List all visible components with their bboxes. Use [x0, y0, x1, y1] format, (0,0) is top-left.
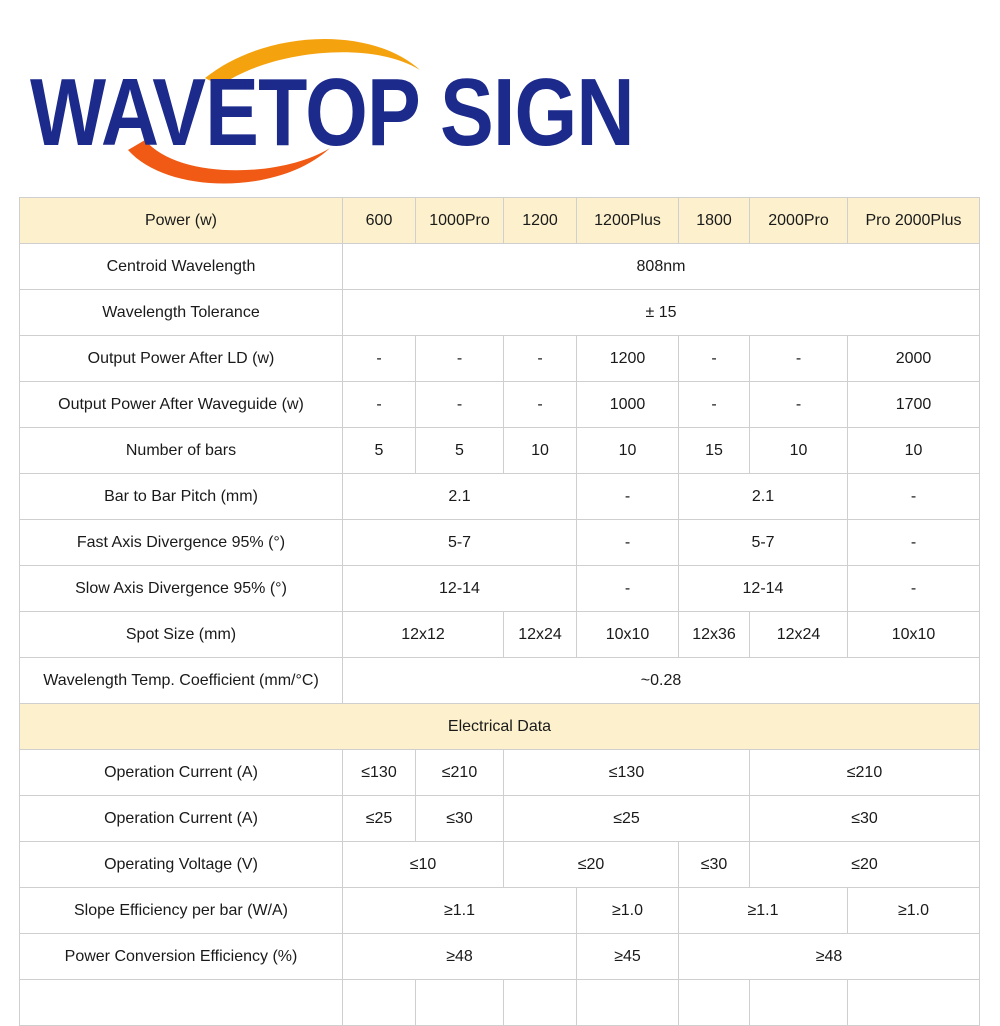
cell-value: ≥48 [343, 934, 577, 980]
row-label: Slow Axis Divergence 95% (°) [20, 566, 343, 612]
cell-value: 12x36 [679, 612, 750, 658]
table-row [20, 520, 980, 566]
table-row-partial [20, 980, 980, 1026]
model-2000pro: 2000Pro [750, 198, 848, 244]
cell-value: 12-14 [679, 566, 848, 612]
table-row [20, 474, 980, 520]
cell-value: - [504, 336, 577, 382]
row-label: Bar to Bar Pitch (mm) [20, 474, 343, 520]
cell-value: ≤130 [343, 750, 416, 796]
cell-value: ≤30 [679, 842, 750, 888]
cell-value [848, 980, 980, 1026]
row-label: Spot Size (mm) [20, 612, 343, 658]
table-row [20, 934, 980, 980]
table-row [20, 244, 980, 290]
cell-value: 12-14 [343, 566, 577, 612]
cell-value: 5-7 [679, 520, 848, 566]
cell-value: ≥1.1 [343, 888, 577, 934]
table-row [20, 566, 980, 612]
row-label: Wavelength Temp. Coefficient (mm/°C) [20, 658, 343, 704]
row-label: Number of bars [20, 428, 343, 474]
cell-value: 1200 [577, 336, 679, 382]
cell-value: ≤130 [504, 750, 750, 796]
cell-value: 1700 [848, 382, 980, 428]
cell-value: 10 [848, 428, 980, 474]
cell-value: - [577, 520, 679, 566]
cell-value: ≤20 [504, 842, 679, 888]
cell-value: 10x10 [577, 612, 679, 658]
row-label: Centroid Wavelength [20, 244, 343, 290]
cell-value: - [577, 566, 679, 612]
cell-value: 5 [343, 428, 416, 474]
cell-value: ≥1.1 [679, 888, 848, 934]
table-row [20, 382, 980, 428]
row-label: Operation Current (A) [20, 750, 343, 796]
cell-value: - [848, 566, 980, 612]
cell-value: ≤30 [750, 796, 980, 842]
table-row [20, 290, 980, 336]
model-1800: 1800 [679, 198, 750, 244]
row-label: Wavelength Tolerance [20, 290, 343, 336]
section-title: Electrical Data [20, 704, 980, 750]
row-label: Operation Current (A) [20, 796, 343, 842]
model-1200: 1200 [504, 198, 577, 244]
cell-value: - [577, 474, 679, 520]
cell-value: ≥1.0 [577, 888, 679, 934]
cell-value: ≤210 [750, 750, 980, 796]
cell-value: 2.1 [343, 474, 577, 520]
cell-value [504, 980, 577, 1026]
cell-value: 10 [750, 428, 848, 474]
cell-value: ≥48 [679, 934, 980, 980]
cell-value: 1000 [577, 382, 679, 428]
cell-value: 12x24 [504, 612, 577, 658]
cell-value: 808nm [343, 244, 980, 290]
cell-value: ≤20 [750, 842, 980, 888]
row-label: Output Power After LD (w) [20, 336, 343, 382]
cell-value: 2.1 [679, 474, 848, 520]
logo [0, 0, 1000, 196]
table-row [20, 658, 980, 704]
cell-value: 2000 [848, 336, 980, 382]
cell-value: 10 [577, 428, 679, 474]
row-label: Power Conversion Efficiency (%) [20, 934, 343, 980]
cell-value: - [750, 382, 848, 428]
table-header-row [20, 198, 980, 244]
cell-value: 5-7 [343, 520, 577, 566]
cell-value: 12x24 [750, 612, 848, 658]
cell-value: ~0.28 [343, 658, 980, 704]
cell-value [416, 980, 504, 1026]
table-row [20, 842, 980, 888]
cell-value: 10x10 [848, 612, 980, 658]
cell-value: - [848, 474, 980, 520]
table-row [20, 796, 980, 842]
table-row [20, 336, 980, 382]
cell-value [343, 980, 416, 1026]
cell-value: - [343, 382, 416, 428]
row-label: Operating Voltage (V) [20, 842, 343, 888]
cell-value: - [750, 336, 848, 382]
header-label: Power (w) [20, 198, 343, 244]
table-row [20, 750, 980, 796]
cell-value: - [504, 382, 577, 428]
cell-value: - [679, 382, 750, 428]
section-header-row [20, 704, 980, 750]
cell-value: ≤30 [416, 796, 504, 842]
row-label [20, 980, 343, 1026]
cell-value: ≤210 [416, 750, 504, 796]
cell-value: 5 [416, 428, 504, 474]
cell-value: ≤10 [343, 842, 504, 888]
cell-value: 15 [679, 428, 750, 474]
cell-value: - [416, 382, 504, 428]
cell-value: ≤25 [343, 796, 416, 842]
model-1000pro: 1000Pro [416, 198, 504, 244]
table-row [20, 428, 980, 474]
cell-value: - [416, 336, 504, 382]
cell-value: - [343, 336, 416, 382]
cell-value: 12x12 [343, 612, 504, 658]
row-label: Fast Axis Divergence 95% (°) [20, 520, 343, 566]
row-label: Slope Efficiency per bar (W/A) [20, 888, 343, 934]
spec-table [19, 197, 980, 1026]
cell-value: ≤25 [504, 796, 750, 842]
cell-value: 10 [504, 428, 577, 474]
table-row [20, 612, 980, 658]
cell-value: - [848, 520, 980, 566]
model-pro-2000plus: Pro 2000Plus [848, 198, 980, 244]
cell-value: ≥45 [577, 934, 679, 980]
table-row [20, 888, 980, 934]
cell-value: - [679, 336, 750, 382]
cell-value: ≥1.0 [848, 888, 980, 934]
model-600: 600 [343, 198, 416, 244]
cell-value [750, 980, 848, 1026]
row-label: Output Power After Waveguide (w) [20, 382, 343, 428]
cell-value [577, 980, 679, 1026]
cell-value: ± 15 [343, 290, 980, 336]
model-1200plus: 1200Plus [577, 198, 679, 244]
logo-text: WAVETOP SIGN [30, 59, 634, 166]
cell-value [679, 980, 750, 1026]
